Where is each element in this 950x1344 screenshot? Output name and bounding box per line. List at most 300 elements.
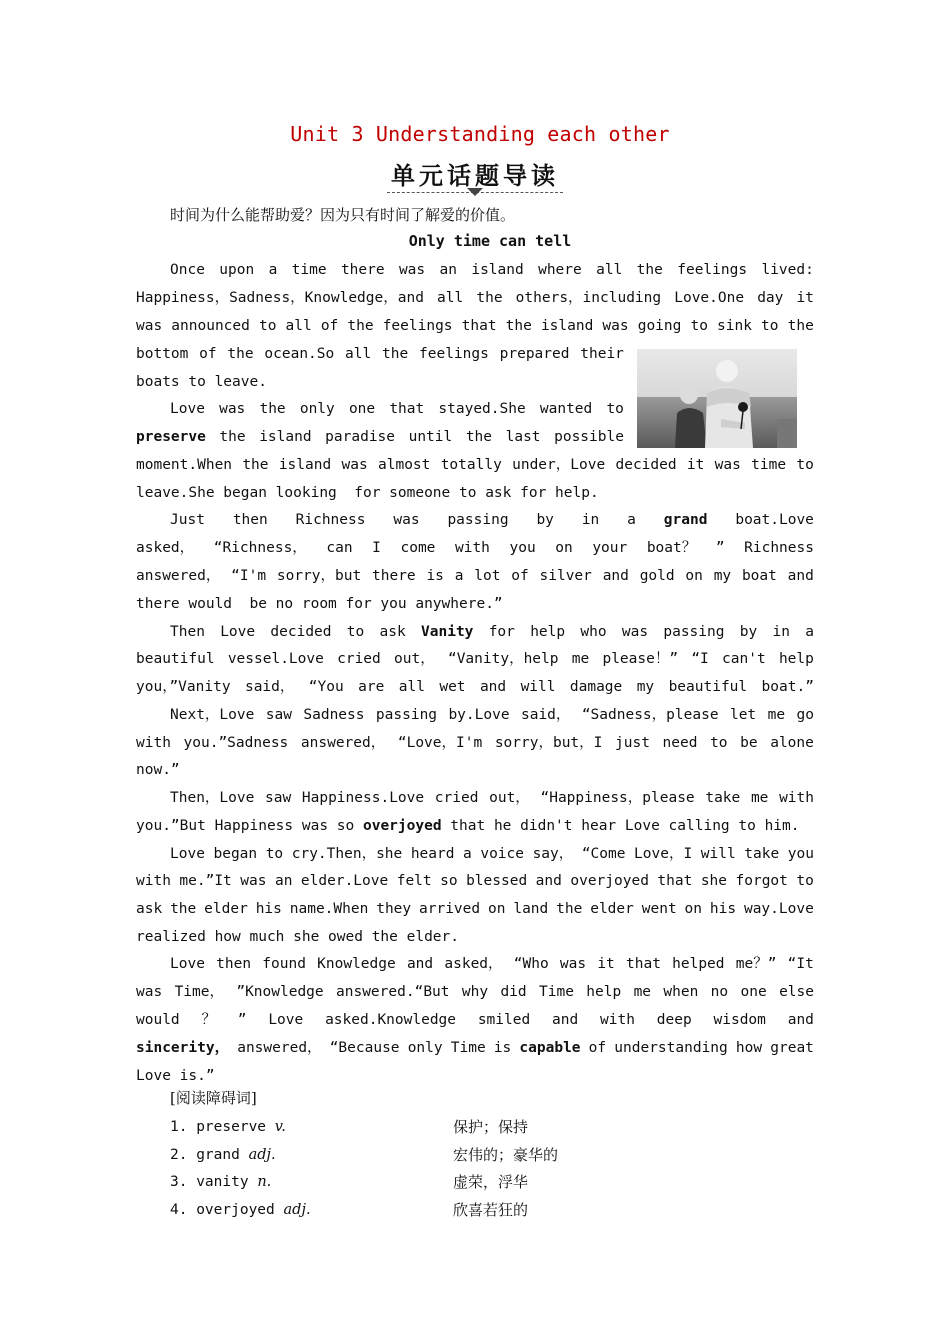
body-word: when: [663, 984, 699, 1000]
glossary-number: 3.: [170, 1174, 188, 1190]
body-word: you，”Vanity: [136, 679, 231, 695]
body-word: their: [580, 346, 624, 362]
body-word: Love: [170, 401, 205, 417]
body-word: help: [530, 624, 566, 640]
body-word: say，: [532, 846, 574, 862]
body-line: [136, 869, 814, 893]
banner-pointer-icon: [467, 188, 483, 196]
body-word: Love: [268, 1012, 304, 1028]
body-word: was: [559, 956, 587, 972]
body-word: last: [505, 429, 541, 445]
body-word: was: [393, 512, 420, 528]
body-word: else: [779, 984, 814, 1000]
body-word: the: [227, 346, 254, 362]
body-word: help: [778, 651, 814, 667]
body-word: need: [662, 735, 698, 751]
body-word: a: [627, 512, 636, 528]
body-word: the: [465, 429, 493, 445]
body-line: [136, 1064, 814, 1088]
body-word: by.Love: [448, 707, 510, 723]
glossary-term: [170, 1170, 271, 1194]
bold-vocabulary-word: preserve: [136, 429, 206, 445]
body-word: Richness: [295, 512, 366, 528]
glossary-term: [170, 1143, 276, 1167]
body-word: to: [796, 873, 814, 889]
body-word: forgot: [735, 873, 788, 889]
body-line: [136, 453, 814, 477]
body-word: of: [588, 1040, 607, 1056]
body-word: “Sadness，please: [581, 707, 719, 723]
body-word: out，: [394, 651, 435, 667]
body-word: answered，: [300, 735, 386, 751]
body-word: “I: [691, 651, 709, 667]
body-word: and: [552, 1012, 579, 1028]
body-word: the: [170, 901, 197, 917]
body-word: that he didn't hear Love calling to him.: [450, 818, 800, 834]
body-word: there: [372, 568, 416, 584]
body-word: to: [761, 318, 779, 334]
body-word: then: [232, 512, 268, 528]
body-word: boats to leave.: [136, 374, 267, 390]
body-word: she: [700, 873, 728, 889]
body-word: a: [805, 624, 814, 640]
body-word: way.Love: [743, 901, 814, 917]
body-word: decided: [270, 624, 332, 640]
body-word: almost: [378, 457, 431, 473]
body-word: “Who: [513, 956, 549, 972]
body-word: realized how much she owed the elder.: [136, 929, 460, 945]
section-banner: [0, 156, 950, 193]
body-word: and: [479, 679, 507, 695]
body-word: saw: [265, 790, 292, 806]
body-line: [136, 425, 624, 449]
body-word: out，: [489, 790, 530, 806]
body-word: you: [509, 540, 536, 556]
body-word: take: [744, 846, 780, 862]
body-word: answered.“But: [336, 984, 450, 1000]
body-word: feelings: [419, 346, 489, 362]
body-word: Love，I: [634, 846, 693, 862]
body-word: was: [602, 318, 629, 334]
body-word: and: [787, 1012, 814, 1028]
body-word: did: [500, 984, 527, 1000]
body-word: my: [636, 679, 655, 695]
body-word: cried: [337, 651, 381, 667]
body-line: [136, 342, 624, 366]
story-title: Only time can tell: [408, 232, 572, 250]
body-word: asked.Knowledge: [325, 1012, 457, 1028]
body-word: ocean.So: [264, 346, 335, 362]
body-word: I: [372, 540, 381, 556]
body-word: alone: [770, 735, 814, 751]
body-word: boat.”: [761, 679, 814, 695]
body-word: upon: [219, 262, 255, 278]
body-line: [136, 897, 814, 921]
body-line: [136, 620, 814, 644]
body-word: on: [555, 540, 573, 556]
body-word: began: [213, 846, 258, 862]
body-word: moment.When: [136, 457, 233, 473]
body-word: a: [454, 568, 464, 584]
body-word: vessel.Love: [227, 651, 324, 667]
body-line: [136, 592, 814, 616]
body-word: with: [779, 790, 814, 806]
body-word: one: [348, 401, 376, 417]
body-word: feelings: [382, 318, 453, 334]
body-word: the: [787, 318, 814, 334]
body-word: stayed.She: [438, 401, 526, 417]
body-word: Next，Love: [170, 707, 255, 723]
body-word: sorry，but，I: [494, 735, 603, 751]
body-word: understanding: [614, 1040, 728, 1056]
glossary-part-of-speech: adj.: [248, 1147, 276, 1163]
body-word: island: [259, 429, 312, 445]
body-word: the: [259, 401, 286, 417]
body-word: lot: [474, 568, 501, 584]
body-line: [136, 675, 814, 699]
body-word: saw: [265, 707, 292, 723]
body-word: you.”Sadness: [183, 735, 289, 751]
body-word: the: [505, 318, 532, 334]
glossary-word: vanity: [196, 1174, 249, 1190]
body-word: one: [740, 984, 767, 1000]
body-word: elder.Love: [300, 873, 389, 889]
body-word: all: [437, 290, 464, 306]
body-word: answered，: [136, 568, 221, 584]
body-line: [136, 731, 814, 755]
body-word: me: [750, 790, 769, 806]
body-word: beautiful: [136, 651, 215, 667]
body-line: [136, 980, 814, 1004]
body-word: Then，Love: [170, 790, 255, 806]
body-word: said，: [520, 707, 571, 723]
body-word: the: [476, 290, 503, 306]
body-word: with: [454, 540, 490, 556]
body-word: ？: [201, 1012, 216, 1028]
elderly-couple-photo: [637, 349, 797, 448]
body-word: heard: [410, 846, 455, 862]
body-word: day: [757, 290, 784, 306]
glossary-word: overjoyed: [196, 1202, 275, 1218]
body-word: passing: [447, 512, 509, 528]
glossary-word: preserve: [196, 1119, 267, 1135]
body-word: the: [382, 346, 409, 362]
body-word: passing: [663, 624, 725, 640]
body-word: all: [398, 679, 425, 695]
body-word: in: [772, 624, 790, 640]
body-word: “Richness，: [213, 540, 307, 556]
body-word: helped: [672, 956, 725, 972]
body-word: it: [597, 956, 615, 972]
body-word: arrived: [419, 901, 481, 917]
body-word: “Because: [329, 1040, 400, 1056]
body-word: wanted: [539, 401, 593, 417]
body-word: ask: [136, 901, 163, 917]
body-word: others，including: [515, 290, 662, 306]
body-line: [136, 1008, 814, 1032]
body-word: gold: [639, 568, 675, 584]
body-word: then: [216, 956, 252, 972]
body-word: please！”: [602, 651, 679, 667]
body-word: can't: [722, 651, 766, 667]
glossary-part-of-speech: v.: [274, 1119, 286, 1135]
intro-text: 时间为什么能帮助爱？因为只有时间了解爱的价值。: [170, 206, 516, 224]
body-word: is: [493, 1040, 512, 1056]
body-word: you: [787, 846, 814, 862]
body-line: [136, 481, 814, 505]
body-word: feelings: [677, 262, 748, 278]
body-word: elder: [590, 901, 634, 917]
glossary-meaning: 保护；保持: [453, 1118, 529, 1136]
body-word: me: [633, 984, 652, 1000]
body-word: the: [556, 901, 583, 917]
body-word: going: [637, 318, 682, 334]
body-word: only: [407, 1040, 443, 1056]
body-word: to: [346, 624, 365, 640]
body-word: just: [615, 735, 650, 751]
body-word: island: [471, 262, 524, 278]
body-word: is: [426, 568, 444, 584]
body-word: and: [406, 956, 434, 972]
body-line: [136, 564, 814, 588]
body-word: land: [513, 901, 549, 917]
body-word: bottom: [136, 346, 189, 362]
body-word: ask: [379, 624, 406, 640]
body-word: Happiness，Sadness，Knowledge，and: [136, 290, 424, 306]
body-word: on: [488, 901, 506, 917]
body-word: found: [262, 956, 306, 972]
body-word: now.”: [136, 762, 180, 778]
body-word: deep: [656, 1012, 692, 1028]
body-word: all: [285, 318, 312, 334]
body-word: Love: [170, 956, 205, 972]
body-word: a: [463, 846, 472, 862]
body-word: of: [511, 568, 529, 584]
body-word: cry.Then，she: [291, 846, 403, 862]
body-word: totally: [440, 457, 502, 473]
body-word: “Love，I'm: [397, 735, 483, 751]
body-line: [136, 758, 814, 782]
body-line: [136, 952, 814, 976]
body-word: was: [240, 873, 267, 889]
body-word: only: [299, 401, 335, 417]
body-line: [136, 536, 814, 560]
body-word: to: [796, 457, 814, 473]
body-word: go: [796, 707, 814, 723]
body-line: [136, 925, 814, 949]
body-word: all: [596, 262, 623, 278]
body-word: and: [787, 568, 814, 584]
body-word: cried: [434, 790, 479, 806]
body-word: in: [581, 512, 600, 528]
body-line: [136, 1036, 814, 1060]
body-word: Richness: [744, 540, 814, 556]
body-word: until: [408, 429, 453, 445]
body-word: let: [729, 707, 757, 723]
body-word: no: [710, 984, 729, 1000]
body-word: lived:: [761, 262, 814, 278]
body-word: blessed: [466, 873, 528, 889]
body-word: and: [535, 873, 562, 889]
body-word: boat？: [646, 540, 697, 556]
body-word: an: [439, 262, 457, 278]
body-word: Knowledge: [317, 956, 396, 972]
body-word: the: [242, 457, 269, 473]
bold-vocabulary-word: sincerity，: [136, 1040, 230, 1056]
glossary-part-of-speech: n.: [257, 1174, 272, 1190]
body-word: Love.One: [674, 290, 745, 306]
body-word: where: [538, 262, 582, 278]
body-word: your: [592, 540, 628, 556]
body-word: they: [376, 901, 412, 917]
body-word: a: [268, 262, 278, 278]
body-line: [136, 286, 814, 310]
body-word: an: [274, 873, 293, 889]
body-word: so: [440, 873, 458, 889]
body-word: time: [751, 457, 787, 473]
body-line: [136, 314, 814, 338]
body-word: was: [621, 624, 649, 640]
body-word: can: [326, 540, 353, 556]
body-word: island: [540, 318, 594, 334]
body-word: leave.She began looking for someone to ask for help.: [136, 485, 599, 501]
body-word: and: [602, 568, 629, 584]
body-word: under，Love: [512, 457, 606, 473]
body-word: “You: [308, 679, 344, 695]
body-word: “It: [787, 956, 814, 972]
body-word: to: [710, 735, 728, 751]
glossary-meaning: 虚荣，浮华: [453, 1173, 529, 1191]
glossary-part-of-speech: adj.: [283, 1202, 311, 1218]
body-word: why: [461, 984, 489, 1000]
body-line: [136, 647, 814, 671]
body-word: paradise: [325, 429, 396, 445]
bold-vocabulary-word: capable: [519, 1040, 581, 1056]
body-word: time: [291, 262, 327, 278]
body-word: Just: [170, 512, 205, 528]
body-word: ”: [237, 1012, 247, 1028]
glossary-number: 4.: [170, 1202, 188, 1218]
body-word: of: [199, 346, 217, 362]
body-word: by: [739, 624, 758, 640]
body-word: was: [714, 457, 741, 473]
body-word: with: [136, 735, 171, 751]
body-word: with: [136, 873, 171, 889]
body-word: wet: [439, 679, 466, 695]
body-word: damage: [569, 679, 623, 695]
unit-title: Unit 3 Understanding each other: [290, 122, 670, 146]
body-line: [136, 703, 814, 727]
body-word: Love: [170, 846, 205, 862]
glossary-number: 2.: [170, 1147, 188, 1163]
glossary-term: [170, 1198, 311, 1222]
body-word: me: [571, 651, 590, 667]
body-word: would: [136, 1012, 180, 1028]
body-word: decided: [615, 457, 677, 473]
body-word: Then: [170, 624, 205, 640]
body-word: ”: [715, 540, 725, 556]
body-word: the: [347, 318, 374, 334]
body-word: was: [136, 984, 163, 1000]
body-word: to: [606, 401, 624, 417]
body-word: help: [586, 984, 622, 1000]
body-word: answered，: [237, 1040, 322, 1056]
body-word: name.When: [289, 901, 369, 917]
body-word: announced: [171, 318, 250, 334]
section-banner-text: 单元话题导读: [387, 156, 563, 193]
body-word: went: [641, 901, 677, 917]
body-word: asked，: [444, 956, 503, 972]
body-word: was: [341, 457, 368, 473]
body-line: [136, 508, 814, 532]
body-word: me？”: [735, 956, 777, 972]
body-word: it: [686, 457, 705, 473]
glossary-meaning: 宏伟的；豪华的: [453, 1146, 559, 1164]
body-word: that: [461, 318, 497, 334]
body-word: overjoyed: [570, 873, 649, 889]
body-word: that: [389, 401, 425, 417]
body-line: [136, 258, 814, 282]
body-word: possible: [554, 429, 624, 445]
body-word: “I'm: [231, 568, 267, 584]
body-word: great: [770, 1040, 814, 1056]
body-word: passing: [375, 707, 438, 723]
body-word: all: [345, 346, 372, 362]
body-word: are: [358, 679, 385, 695]
body-word: smiled: [477, 1012, 531, 1028]
body-word: you.”But Happiness was so: [136, 818, 355, 834]
body-word: that: [657, 873, 693, 889]
body-line: [136, 814, 814, 838]
body-word: was: [136, 318, 163, 334]
body-word: of: [320, 318, 339, 334]
body-word: will: [520, 679, 556, 695]
body-word: island: [278, 457, 332, 473]
body-word: there would be no room for you anywhere.”: [136, 596, 503, 612]
body-word: by: [536, 512, 554, 528]
body-word: me.”It: [179, 873, 232, 889]
body-word: my: [713, 568, 732, 584]
body-word: his: [709, 901, 737, 917]
body-word: me: [767, 707, 786, 723]
body-word: with: [600, 1012, 635, 1028]
body-word: Time: [539, 984, 574, 1000]
glossary-heading: [阅读障碍词]: [170, 1089, 257, 1107]
body-word: the: [636, 262, 663, 278]
body-word: to: [258, 318, 277, 334]
body-word: to: [265, 846, 284, 862]
body-word: “Come: [581, 846, 626, 862]
body-word: on: [685, 568, 703, 584]
body-word: prepared: [499, 346, 570, 362]
body-word: it: [796, 290, 814, 306]
body-word: be: [740, 735, 758, 751]
body-word: come: [400, 540, 436, 556]
body-word: there: [340, 262, 385, 278]
body-word: was: [219, 401, 246, 417]
body-word: asked，: [136, 540, 195, 556]
body-word: said，: [244, 679, 295, 695]
body-word: boat.Love: [735, 512, 814, 528]
body-word: voice: [480, 846, 524, 862]
body-word: sink: [717, 318, 752, 334]
glossary-word: grand: [196, 1147, 240, 1163]
body-word: “Vanity，help: [447, 651, 559, 667]
body-word: Sadness: [303, 707, 365, 723]
body-word: Time: [450, 1040, 486, 1056]
body-line: [136, 397, 624, 421]
bold-vocabulary-word: overjoyed: [362, 818, 442, 834]
